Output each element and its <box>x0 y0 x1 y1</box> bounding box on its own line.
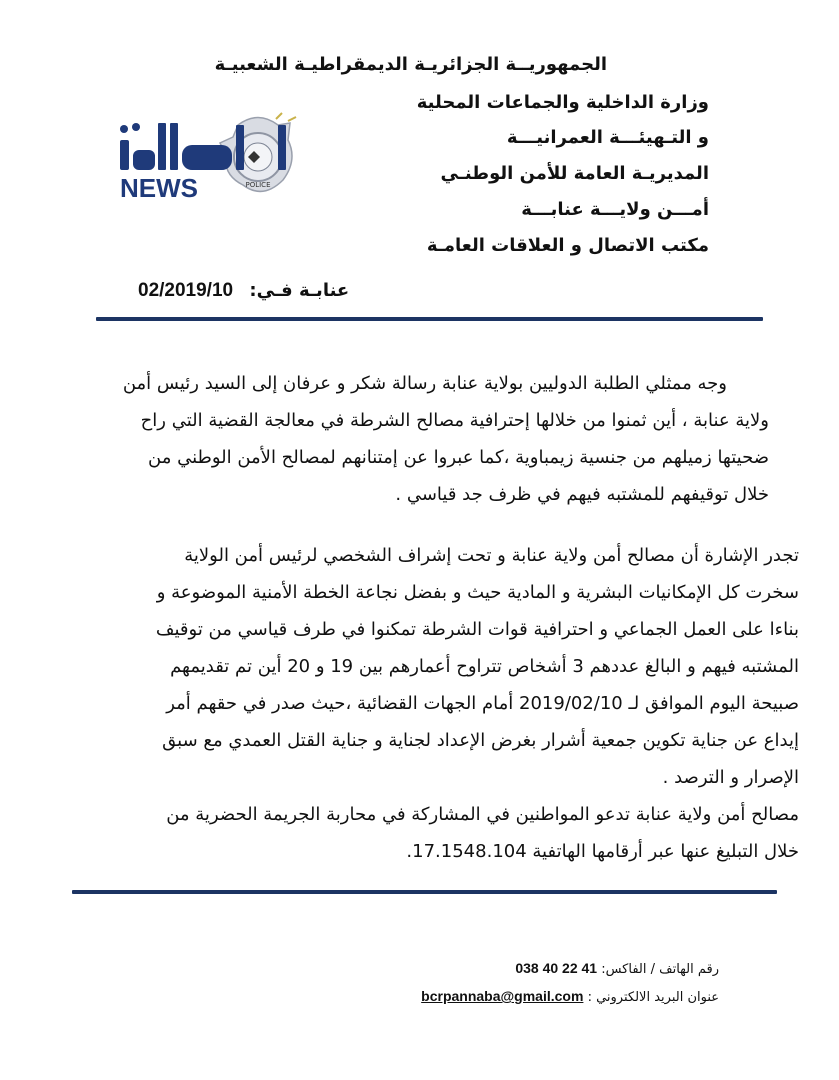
svg-text:POLICE: POLICE <box>245 181 271 189</box>
bottom-divider <box>72 890 777 894</box>
header-republic: الجمهوريــة الجزائريـة الديمقراطيـة الشعبيـة <box>214 54 607 75</box>
paragraph-line: المشتبه فيهم و البالغ عددهم 3 أشخاص تتراوح أعمارهم بين 19 و 20 أين تم تقديمهم <box>170 656 799 677</box>
paragraph-line: خلال توقيفهم للمشتبه فيهم في ظرف جد قياسي . <box>395 484 769 505</box>
phone-value: 41 22 40 038 <box>515 960 598 976</box>
paragraph-line: ضحيتها زميلهم من جنسية زيمباوية ،كما عبروا عن إمتنانهم لمصالح الأمن الوطني من <box>148 447 769 468</box>
date-value: 02/2019/10 <box>138 280 234 301</box>
contact-phone <box>515 960 719 977</box>
logo-news-text: NEWS <box>120 173 198 203</box>
paragraph-line: الإصرار و الترصد . <box>662 767 799 788</box>
paragraph-line: بناءا على العمل الجماعي و احترافية قوات الشرطة تمكنوا في طرف قياسي من توقيف <box>155 619 799 640</box>
letterhead <box>0 0 839 270</box>
contact-email <box>421 988 719 1005</box>
paragraph-1 <box>69 365 769 513</box>
paragraph-2 <box>59 537 799 870</box>
document-date <box>138 280 349 302</box>
paragraph-line: صبيحة اليوم الموافق لـ 2019/02/10 أمام الجهات القضائية ،حيث صدر في حقهم أمر <box>166 693 799 714</box>
email-label: عنوان البريد الالكتروني : <box>587 990 719 1005</box>
paragraph-line: وجه ممثلي الطلبة الدوليين بولاية عنابة رسالة شكر و عرفان إلى السيد رئيس أمن <box>122 373 727 394</box>
paragraph-line: سخرت كل الإمكانيات البشرية و المادية حيث و بفضل نجاعة الخطة الأمنية الموضوعة و <box>156 582 799 603</box>
header-ministry: وزارة الداخلية والجماعات المحلية <box>416 92 709 113</box>
paragraph-line: خلال التبليغ عنها عبر أرقامها الهاتفية 17.1548.104. <box>406 841 799 862</box>
paragraph-line: تجدر الإشارة أن مصالح أمن ولاية عنابة و تحت إشراف الشخصي لرئيس أمن الولاية <box>184 545 799 566</box>
phone-label: رقم الهاتف / الفاكس: <box>601 962 719 977</box>
header-office: مكتب الاتصال و العلاقات العامـة <box>426 235 709 256</box>
paragraph-line: ولاية عنابة ، أين ثمنوا من خلالها إحترافية مصالح الشرطة في معالجة القضية التي راح <box>140 410 769 431</box>
header-security-annaba: أمـــن ولايـــة عنابـــة <box>521 199 709 220</box>
top-divider <box>96 317 763 321</box>
date-label: عنابـة فـي: <box>249 280 350 301</box>
header-urban-planning: و التـهيئـــة العمرانيـــة <box>506 127 709 148</box>
paragraph-line: إيداع عن جناية تكوين جمعية أشرار بغرض الإعداد لجناية و جناية القتل العمدي مع سبق <box>162 730 799 751</box>
email-link[interactable]: bcrpannaba@gmail.com <box>421 988 584 1004</box>
police-news-logo <box>108 105 308 205</box>
header-directorate: المديريـة العامة للأمن الوطنـي <box>440 163 709 184</box>
paragraph-line: مصالح أمن ولاية عنابة تدعو المواطنين في المشاركة في محاربة الجريمة الحضرية من <box>166 804 799 825</box>
